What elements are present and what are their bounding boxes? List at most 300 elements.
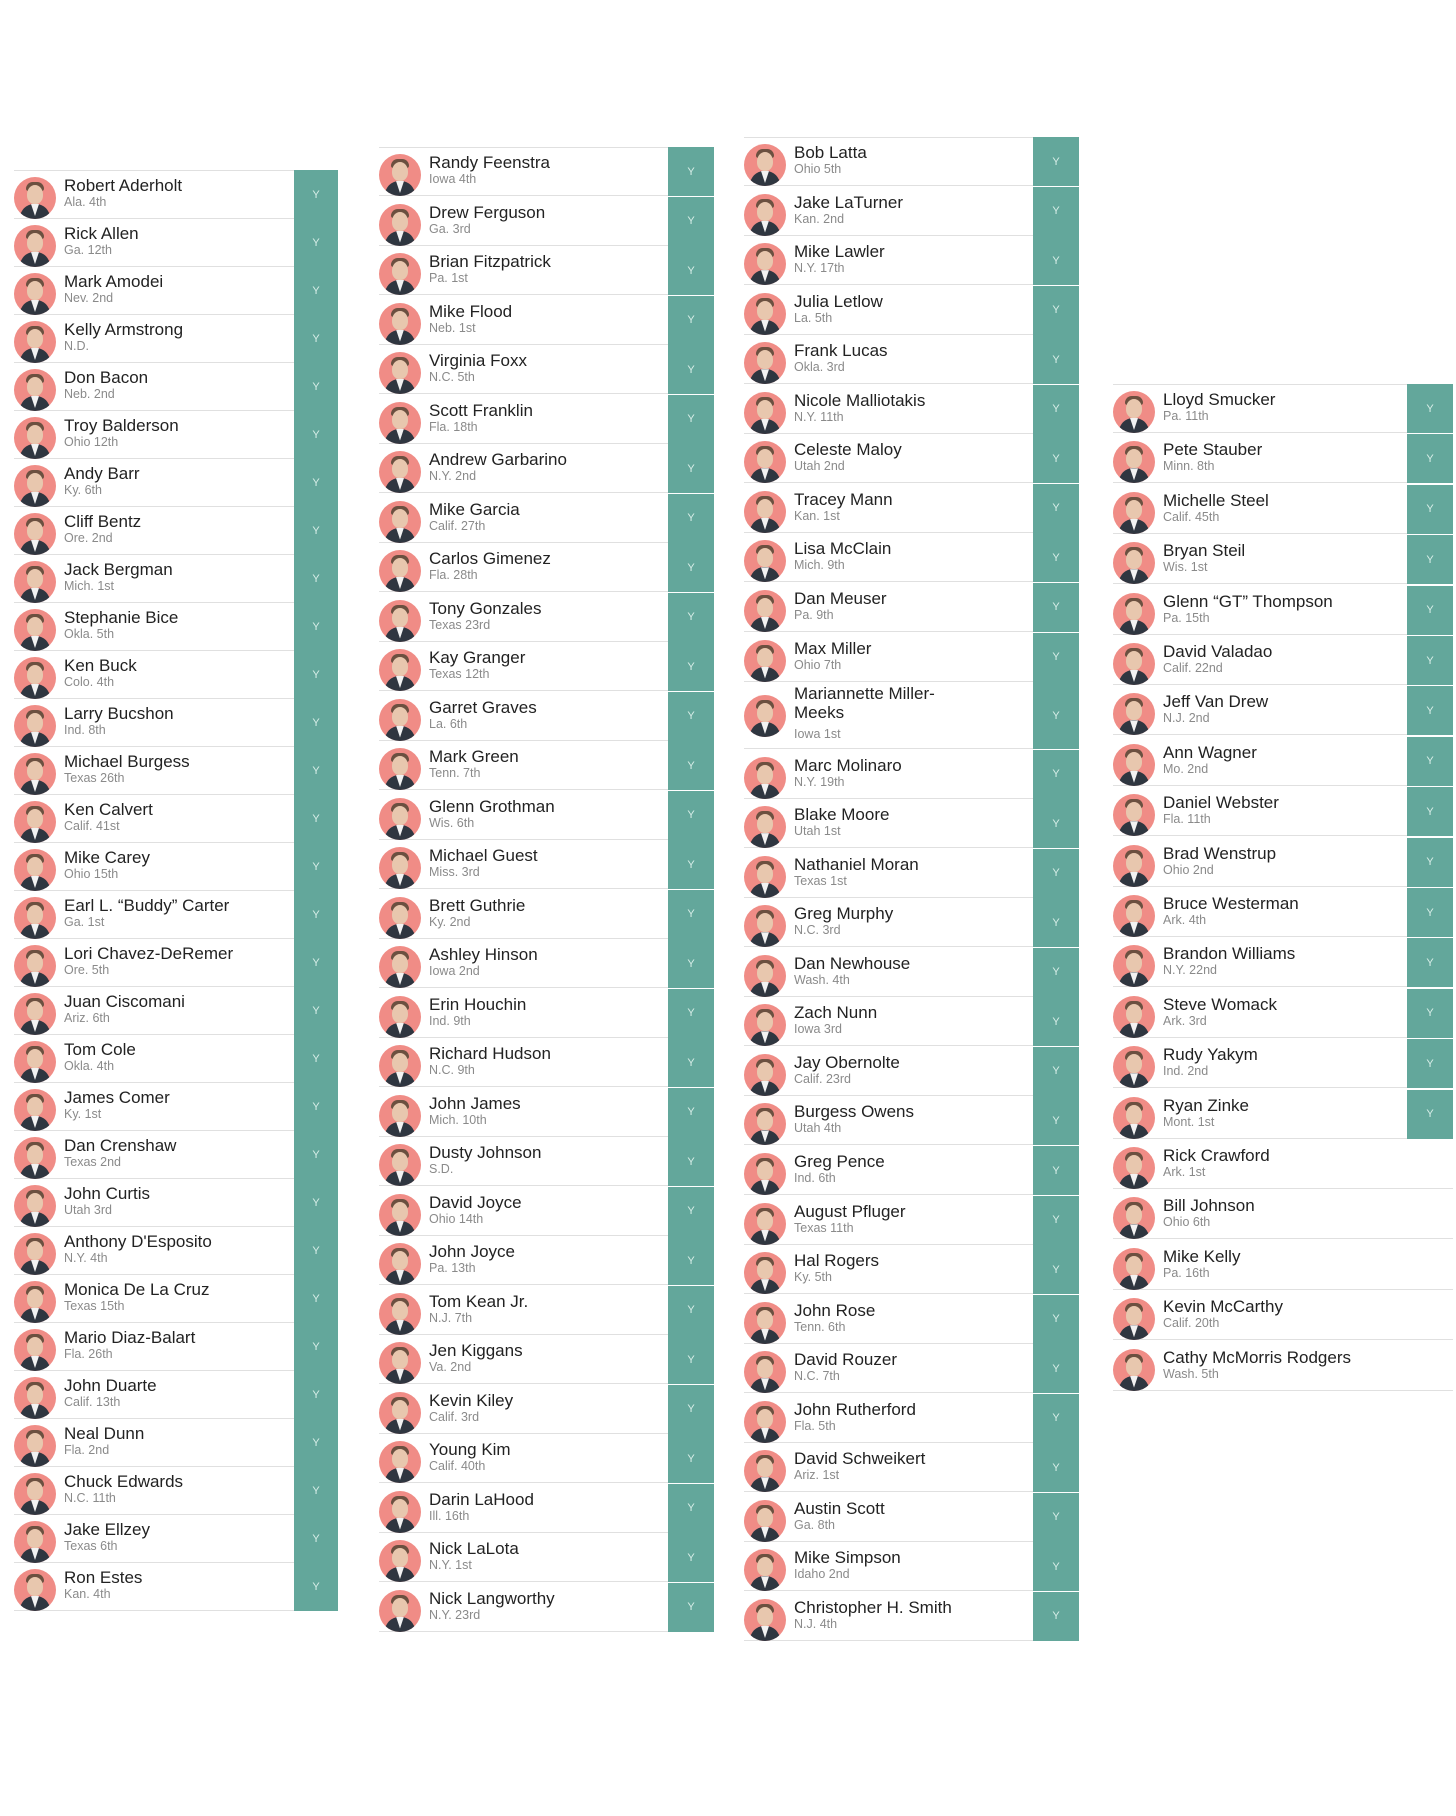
vote-cell-yes	[294, 458, 338, 507]
member-row	[744, 386, 1079, 434]
vote-cell-yes	[668, 1385, 714, 1434]
member-district: Ore. 5th	[64, 963, 110, 977]
vote-label: Y	[1052, 1313, 1060, 1326]
member-row	[379, 990, 714, 1038]
vote-cell-yes	[668, 890, 714, 939]
member-district: Ga. 8th	[794, 1517, 835, 1532]
member-district: N.J. 2nd	[1163, 711, 1210, 726]
member-district: Mo. 2nd	[1163, 761, 1209, 776]
headshot-photo	[14, 753, 56, 795]
member-district: La. 5th	[794, 310, 833, 325]
member-district: Ill. 16th	[429, 1508, 470, 1523]
vote-label: Y	[1052, 1511, 1060, 1524]
member-name: Steve Womack	[1163, 994, 1278, 1014]
vote-label: Y	[687, 264, 695, 277]
vote-label: Y	[687, 215, 695, 227]
headshot-photo	[1113, 996, 1155, 1038]
headshot-photo	[379, 798, 421, 840]
vote-cell-yes	[668, 197, 714, 246]
vote-cell-yes	[1033, 583, 1079, 632]
vote-cell-yes	[1033, 434, 1079, 483]
member-row	[14, 555, 338, 603]
vote-cell-yes	[294, 1274, 338, 1323]
vote-label: Y	[687, 1601, 695, 1613]
member-name: Kevin Kiley	[429, 1390, 514, 1410]
headshot-photo	[14, 1425, 56, 1467]
member-district: N.Y. 17th	[794, 261, 845, 276]
member-name: Glenn Grothman	[429, 796, 555, 816]
member-name: Drew Ferguson	[429, 202, 546, 222]
headshot-photo	[1113, 945, 1155, 987]
vote-label: Y	[687, 660, 695, 673]
member-district: N.C. 11th	[64, 1491, 116, 1505]
headshot-photo	[1113, 492, 1155, 534]
member-row	[14, 1035, 338, 1083]
vote-cell-yes	[294, 1418, 338, 1467]
member-name: Erin Houchin	[429, 994, 527, 1014]
vote-label: Y	[312, 236, 320, 249]
member-district: Va. 2nd	[429, 1360, 472, 1374]
member-row	[379, 1386, 714, 1434]
member-name: Ken Calvert	[64, 800, 153, 819]
member-row	[1113, 788, 1453, 836]
member-district: Mont. 1st	[1163, 1114, 1215, 1129]
vote-label: Y	[1426, 1108, 1434, 1121]
vote-cell-yes	[1033, 385, 1079, 434]
vote-label: Y	[312, 428, 320, 441]
vote-cell-yes	[294, 266, 338, 315]
member-district: Calif. 22nd	[1163, 661, 1223, 675]
member-row	[14, 939, 338, 987]
headshot-photo	[744, 491, 786, 533]
member-district: Ky. 2nd	[429, 914, 471, 929]
member-row	[14, 987, 338, 1035]
vote-label: Y	[312, 1196, 320, 1209]
member-row	[1113, 1141, 1453, 1189]
member-name: Chuck Edwards	[64, 1472, 184, 1491]
vote-label: Y	[1426, 956, 1434, 969]
vote-cell-yes	[294, 170, 338, 219]
headshot-photo	[14, 1137, 56, 1179]
member-name: Virginia Foxx	[429, 351, 527, 370]
member-district: Texas 2nd	[64, 1155, 121, 1169]
headshot-photo	[14, 1233, 56, 1275]
member-row	[1113, 435, 1453, 483]
member-district: Ariz. 6th	[64, 1011, 110, 1025]
headshot-photo	[14, 1041, 56, 1083]
member-district: Utah 4th	[794, 1121, 842, 1136]
member-district: Ohio 12th	[64, 435, 119, 449]
vote-label: Y	[1052, 551, 1060, 564]
vote-label: Y	[312, 284, 320, 297]
vote-label: Y	[1052, 768, 1060, 781]
vote-cell-yes	[1033, 633, 1079, 682]
member-name: Brian Fitzpatrick	[429, 252, 551, 271]
headshot-photo	[379, 649, 421, 691]
vote-cell-yes	[668, 791, 714, 840]
vote-cell-yes	[1407, 1090, 1453, 1139]
member-row	[744, 850, 1079, 898]
member-district: Pa. 11th	[1163, 409, 1209, 423]
member-row	[1113, 1091, 1453, 1139]
vote-label: Y	[1052, 254, 1060, 267]
member-row	[744, 751, 1079, 799]
vote-label: Y	[1426, 704, 1434, 717]
headshot-photo	[744, 243, 786, 285]
member-district: Ind. 2nd	[1163, 1064, 1209, 1079]
vote-label: Y	[1426, 1007, 1434, 1020]
member-district: Fla. 5th	[794, 1418, 836, 1433]
headshot-photo	[379, 1293, 421, 1335]
member-name: Young Kim	[429, 1440, 511, 1459]
headshot-photo	[379, 352, 421, 394]
vote-label: Y	[687, 908, 695, 920]
member-district: N.C. 9th	[429, 1063, 475, 1077]
vote-cell-yes	[294, 362, 338, 411]
headshot-photo	[379, 1491, 421, 1533]
headshot-photo	[379, 154, 421, 196]
headshot-photo	[379, 897, 421, 939]
vote-cell-yes	[294, 1370, 338, 1419]
member-name: Michael Burgess	[64, 752, 190, 771]
vote-cell-yes	[1407, 485, 1453, 534]
member-row	[14, 1083, 338, 1131]
member-name: Ann Wagner	[1163, 742, 1257, 762]
headshot-photo	[744, 640, 786, 682]
headshot-photo	[744, 1500, 786, 1542]
member-name: Kevin McCarthy	[1163, 1297, 1283, 1317]
vote-label: Y	[687, 314, 695, 326]
vote-label: Y	[312, 764, 320, 777]
member-row	[1113, 1242, 1453, 1290]
member-name: Bill Johnson	[1163, 1196, 1255, 1216]
member-district: Utah 1st	[794, 824, 841, 839]
member-name: Pete Stauber	[1163, 440, 1263, 460]
vote-label: Y	[1052, 1114, 1060, 1127]
vote-cell-yes	[668, 741, 714, 790]
member-name: John James	[429, 1093, 521, 1113]
headshot-photo	[14, 177, 56, 219]
member-row	[744, 534, 1079, 582]
member-district: Ark. 4th	[1163, 913, 1207, 927]
member-row	[1113, 1343, 1453, 1391]
member-name: Monica De La Cruz	[64, 1280, 210, 1299]
vote-cell-yes	[294, 794, 338, 843]
headshot-photo	[744, 856, 786, 898]
member-name: David Schweikert	[794, 1449, 926, 1469]
vote-cell-yes	[668, 692, 714, 741]
member-row	[744, 1246, 1079, 1294]
member-row	[744, 1197, 1079, 1245]
vote-cell-yes	[1033, 997, 1079, 1046]
member-district: Pa. 16th	[1163, 1265, 1210, 1280]
vote-label: Y	[312, 1004, 320, 1017]
member-name: Rick Crawford	[1163, 1146, 1270, 1165]
vote-label: Y	[687, 1353, 695, 1366]
member-name: Jen Kiggans	[429, 1341, 523, 1360]
member-district: Ala. 4th	[64, 195, 107, 209]
member-name: Michelle Steel	[1163, 490, 1269, 510]
headshot-photo	[1113, 542, 1155, 584]
vote-cell-yes	[1033, 682, 1079, 749]
member-name: Kay Granger	[429, 648, 526, 667]
member-name: Nick Langworthy	[429, 1588, 555, 1608]
vote-label: Y	[687, 165, 695, 178]
vote-cell-yes	[294, 410, 338, 459]
member-name: Nathaniel Moran	[794, 854, 919, 874]
member-row	[744, 435, 1079, 483]
member-district: Ohio 15th	[64, 867, 119, 881]
vote-cell-yes	[294, 698, 338, 747]
vote-cell-yes	[294, 1178, 338, 1227]
headshot-photo	[744, 441, 786, 483]
member-name: Mario Diaz-Balart	[64, 1328, 196, 1347]
member-row	[744, 237, 1079, 285]
vote-label: Y	[1052, 817, 1060, 830]
vote-label: Y	[1426, 503, 1434, 516]
vote-label: Y	[1052, 502, 1060, 515]
headshot-photo	[744, 757, 786, 799]
member-row	[379, 198, 714, 246]
member-district: Pa. 13th	[429, 1261, 476, 1275]
headshot-photo	[1113, 1298, 1155, 1340]
vote-cell-yes	[668, 1137, 714, 1186]
vote-cell-yes	[294, 554, 338, 603]
member-row	[1113, 1292, 1453, 1340]
headshot-photo	[1113, 1197, 1155, 1239]
member-district: N.Y. 19th	[794, 774, 845, 789]
vote-label: Y	[312, 1580, 320, 1593]
member-name: August Pfluger	[794, 1201, 906, 1221]
member-name: Garret Graves	[429, 697, 537, 717]
member-row	[14, 747, 338, 795]
member-name: Zach Nunn	[794, 1003, 878, 1023]
vote-cell-yes	[294, 842, 338, 891]
vote-label: Y	[312, 860, 320, 873]
headshot-photo	[1113, 1248, 1155, 1290]
member-row	[14, 1563, 338, 1611]
headshot-photo	[379, 1441, 421, 1483]
member-district: Calif. 27th	[429, 518, 486, 533]
vote-label: Y	[687, 1502, 695, 1514]
member-district: Kan. 4th	[64, 1587, 111, 1601]
member-row	[14, 171, 338, 219]
member-district: Minn. 8th	[1163, 459, 1215, 474]
vote-label: Y	[687, 363, 695, 376]
member-district: Okla. 4th	[64, 1059, 115, 1073]
member-district: Texas 11th	[794, 1220, 854, 1235]
member-row	[379, 1534, 714, 1582]
headshot-photo	[379, 946, 421, 988]
headshot-photo	[744, 540, 786, 582]
vote-cell-yes	[1033, 1047, 1079, 1096]
vote-cell-yes	[1033, 1394, 1079, 1443]
headshot-photo	[744, 194, 786, 236]
member-name: Cliff Bentz	[64, 512, 142, 531]
member-row	[1113, 889, 1453, 937]
member-district: Wis. 1st	[1163, 560, 1208, 575]
member-row	[379, 940, 714, 988]
vote-cell-yes	[1407, 787, 1453, 836]
member-district: Ark. 1st	[1163, 1165, 1206, 1179]
member-row	[14, 1275, 338, 1323]
vote-label: Y	[687, 1254, 695, 1267]
headshot-photo	[744, 955, 786, 997]
member-row	[744, 1494, 1079, 1542]
member-name: Brandon Williams	[1163, 944, 1296, 964]
vote-label: Y	[312, 476, 320, 489]
vote-label: Y	[1052, 205, 1060, 218]
member-district: Ga. 1st	[64, 915, 105, 929]
member-row	[744, 485, 1079, 533]
headshot-photo	[379, 303, 421, 345]
member-district: Fla. 28th	[429, 568, 478, 582]
member-name: Dusty Johnson	[429, 1143, 542, 1162]
member-row	[744, 138, 1079, 186]
headshot-photo	[379, 1590, 421, 1632]
vote-label: Y	[687, 611, 695, 623]
vote-label: Y	[312, 188, 320, 201]
headshot-photo	[744, 1054, 786, 1096]
headshot-photo	[744, 1450, 786, 1492]
member-row	[14, 795, 338, 843]
member-district: Fla. 26th	[64, 1347, 113, 1361]
vote-cell-yes	[668, 1484, 714, 1533]
vote-label: Y	[312, 1292, 320, 1305]
member-district: Ga. 12th	[64, 243, 112, 257]
member-district: Mich. 1st	[64, 579, 115, 593]
vote-label: Y	[687, 561, 695, 574]
vote-cell-yes	[668, 444, 714, 493]
vote-cell-yes	[1033, 1542, 1079, 1591]
member-row	[379, 148, 714, 196]
member-name: Randy Feenstra	[429, 153, 550, 172]
headshot-photo	[14, 609, 56, 651]
member-row	[14, 1179, 338, 1227]
member-name: Jake Ellzey	[64, 1520, 150, 1539]
member-row	[744, 1593, 1079, 1641]
vote-label: Y	[687, 1304, 695, 1316]
member-district: Iowa 1st	[794, 727, 841, 742]
member-name: Ashley Hinson	[429, 945, 538, 964]
headshot-photo	[379, 402, 421, 444]
vote-label: Y	[1052, 1065, 1060, 1078]
vote-cell-yes	[1033, 1146, 1079, 1195]
vote-label: Y	[312, 908, 320, 921]
member-district: Nev. 2nd	[64, 291, 114, 305]
vote-label: Y	[687, 1205, 695, 1217]
member-name: Rudy Yakym	[1163, 1045, 1258, 1065]
member-row	[744, 1444, 1079, 1492]
member-row	[744, 287, 1079, 335]
headshot-photo	[744, 905, 786, 947]
vote-label: Y	[312, 572, 320, 585]
vote-label: Y	[687, 957, 695, 970]
vote-label: Y	[687, 759, 695, 772]
headshot-photo	[1113, 794, 1155, 836]
headshot-photo	[379, 1540, 421, 1582]
vote-cell-yes	[1033, 1344, 1079, 1393]
member-name: John Joyce	[429, 1242, 515, 1261]
member-row	[379, 346, 714, 394]
vote-cell-yes	[294, 1034, 338, 1083]
vote-label: Y	[1052, 1461, 1060, 1474]
vote-cell-yes	[1033, 236, 1079, 285]
member-name: Scott Franklin	[429, 400, 533, 420]
member-district: Pa. 1st	[429, 271, 468, 285]
member-row	[14, 411, 338, 459]
member-district: Calif. 20th	[1163, 1316, 1220, 1331]
headshot-photo	[744, 1103, 786, 1145]
headshot-photo	[14, 897, 56, 939]
member-name: Rick Allen	[64, 224, 139, 243]
vote-cell-yes	[1033, 1295, 1079, 1344]
vote-cell-yes	[668, 939, 714, 988]
member-name: Max Miller	[794, 638, 872, 658]
member-row	[379, 841, 714, 889]
member-row	[14, 651, 338, 699]
member-row	[1113, 1191, 1453, 1239]
vote-cell-yes	[1407, 636, 1453, 685]
member-district: Iowa 2nd	[429, 964, 480, 978]
member-row	[14, 363, 338, 411]
member-district: Tenn. 6th	[794, 1319, 846, 1334]
vote-cell-yes	[1033, 750, 1079, 799]
member-district: N.C. 3rd	[794, 923, 841, 938]
member-name: Bruce Westerman	[1163, 894, 1299, 913]
headshot-photo	[1113, 1046, 1155, 1088]
member-name: Kelly Armstrong	[64, 320, 184, 339]
member-district: Utah 3rd	[64, 1203, 112, 1217]
headshot-photo	[744, 590, 786, 632]
member-name: Nicole Malliotakis	[794, 390, 926, 410]
member-row	[744, 336, 1079, 384]
headshot-photo	[14, 417, 56, 459]
vote-label: Y	[1052, 1015, 1060, 1028]
member-district: Idaho 2nd	[794, 1567, 850, 1582]
member-name: Burgess Owens	[794, 1102, 914, 1122]
member-district: La. 6th	[429, 716, 468, 731]
vote-label: Y	[1052, 601, 1060, 614]
member-name: Mike Simpson	[794, 1548, 901, 1568]
member-name: Robert Aderholt	[64, 176, 183, 195]
member-name: Greg Murphy	[794, 904, 894, 924]
vote-label: Y	[312, 1436, 320, 1449]
member-district: Ohio 5th	[794, 162, 842, 176]
vote-cell-yes	[294, 1514, 338, 1563]
headshot-photo	[1113, 391, 1155, 433]
member-district: Ind. 9th	[429, 1013, 471, 1028]
headshot-photo	[379, 600, 421, 642]
headshot-photo	[1113, 1147, 1155, 1189]
member-district: Calif. 40th	[429, 1459, 486, 1473]
member-district: Ohio 7th	[794, 657, 842, 672]
member-row	[379, 1039, 714, 1087]
member-row	[744, 1395, 1079, 1443]
vote-label: Y	[1052, 1560, 1060, 1573]
headshot-photo	[379, 1194, 421, 1236]
vote-cell-yes	[1407, 1039, 1453, 1088]
vote-label: Y	[1052, 1263, 1060, 1276]
member-name: Marc Molinaro	[794, 755, 902, 775]
vote-cell-yes	[294, 986, 338, 1035]
member-district: Ore. 2nd	[64, 531, 113, 545]
member-district: Ky. 6th	[64, 483, 102, 497]
member-name: Lisa McClain	[794, 539, 892, 559]
vote-cell-yes	[1033, 1443, 1079, 1492]
vote-label: Y	[1426, 755, 1434, 768]
vote-label: Y	[1052, 155, 1060, 168]
